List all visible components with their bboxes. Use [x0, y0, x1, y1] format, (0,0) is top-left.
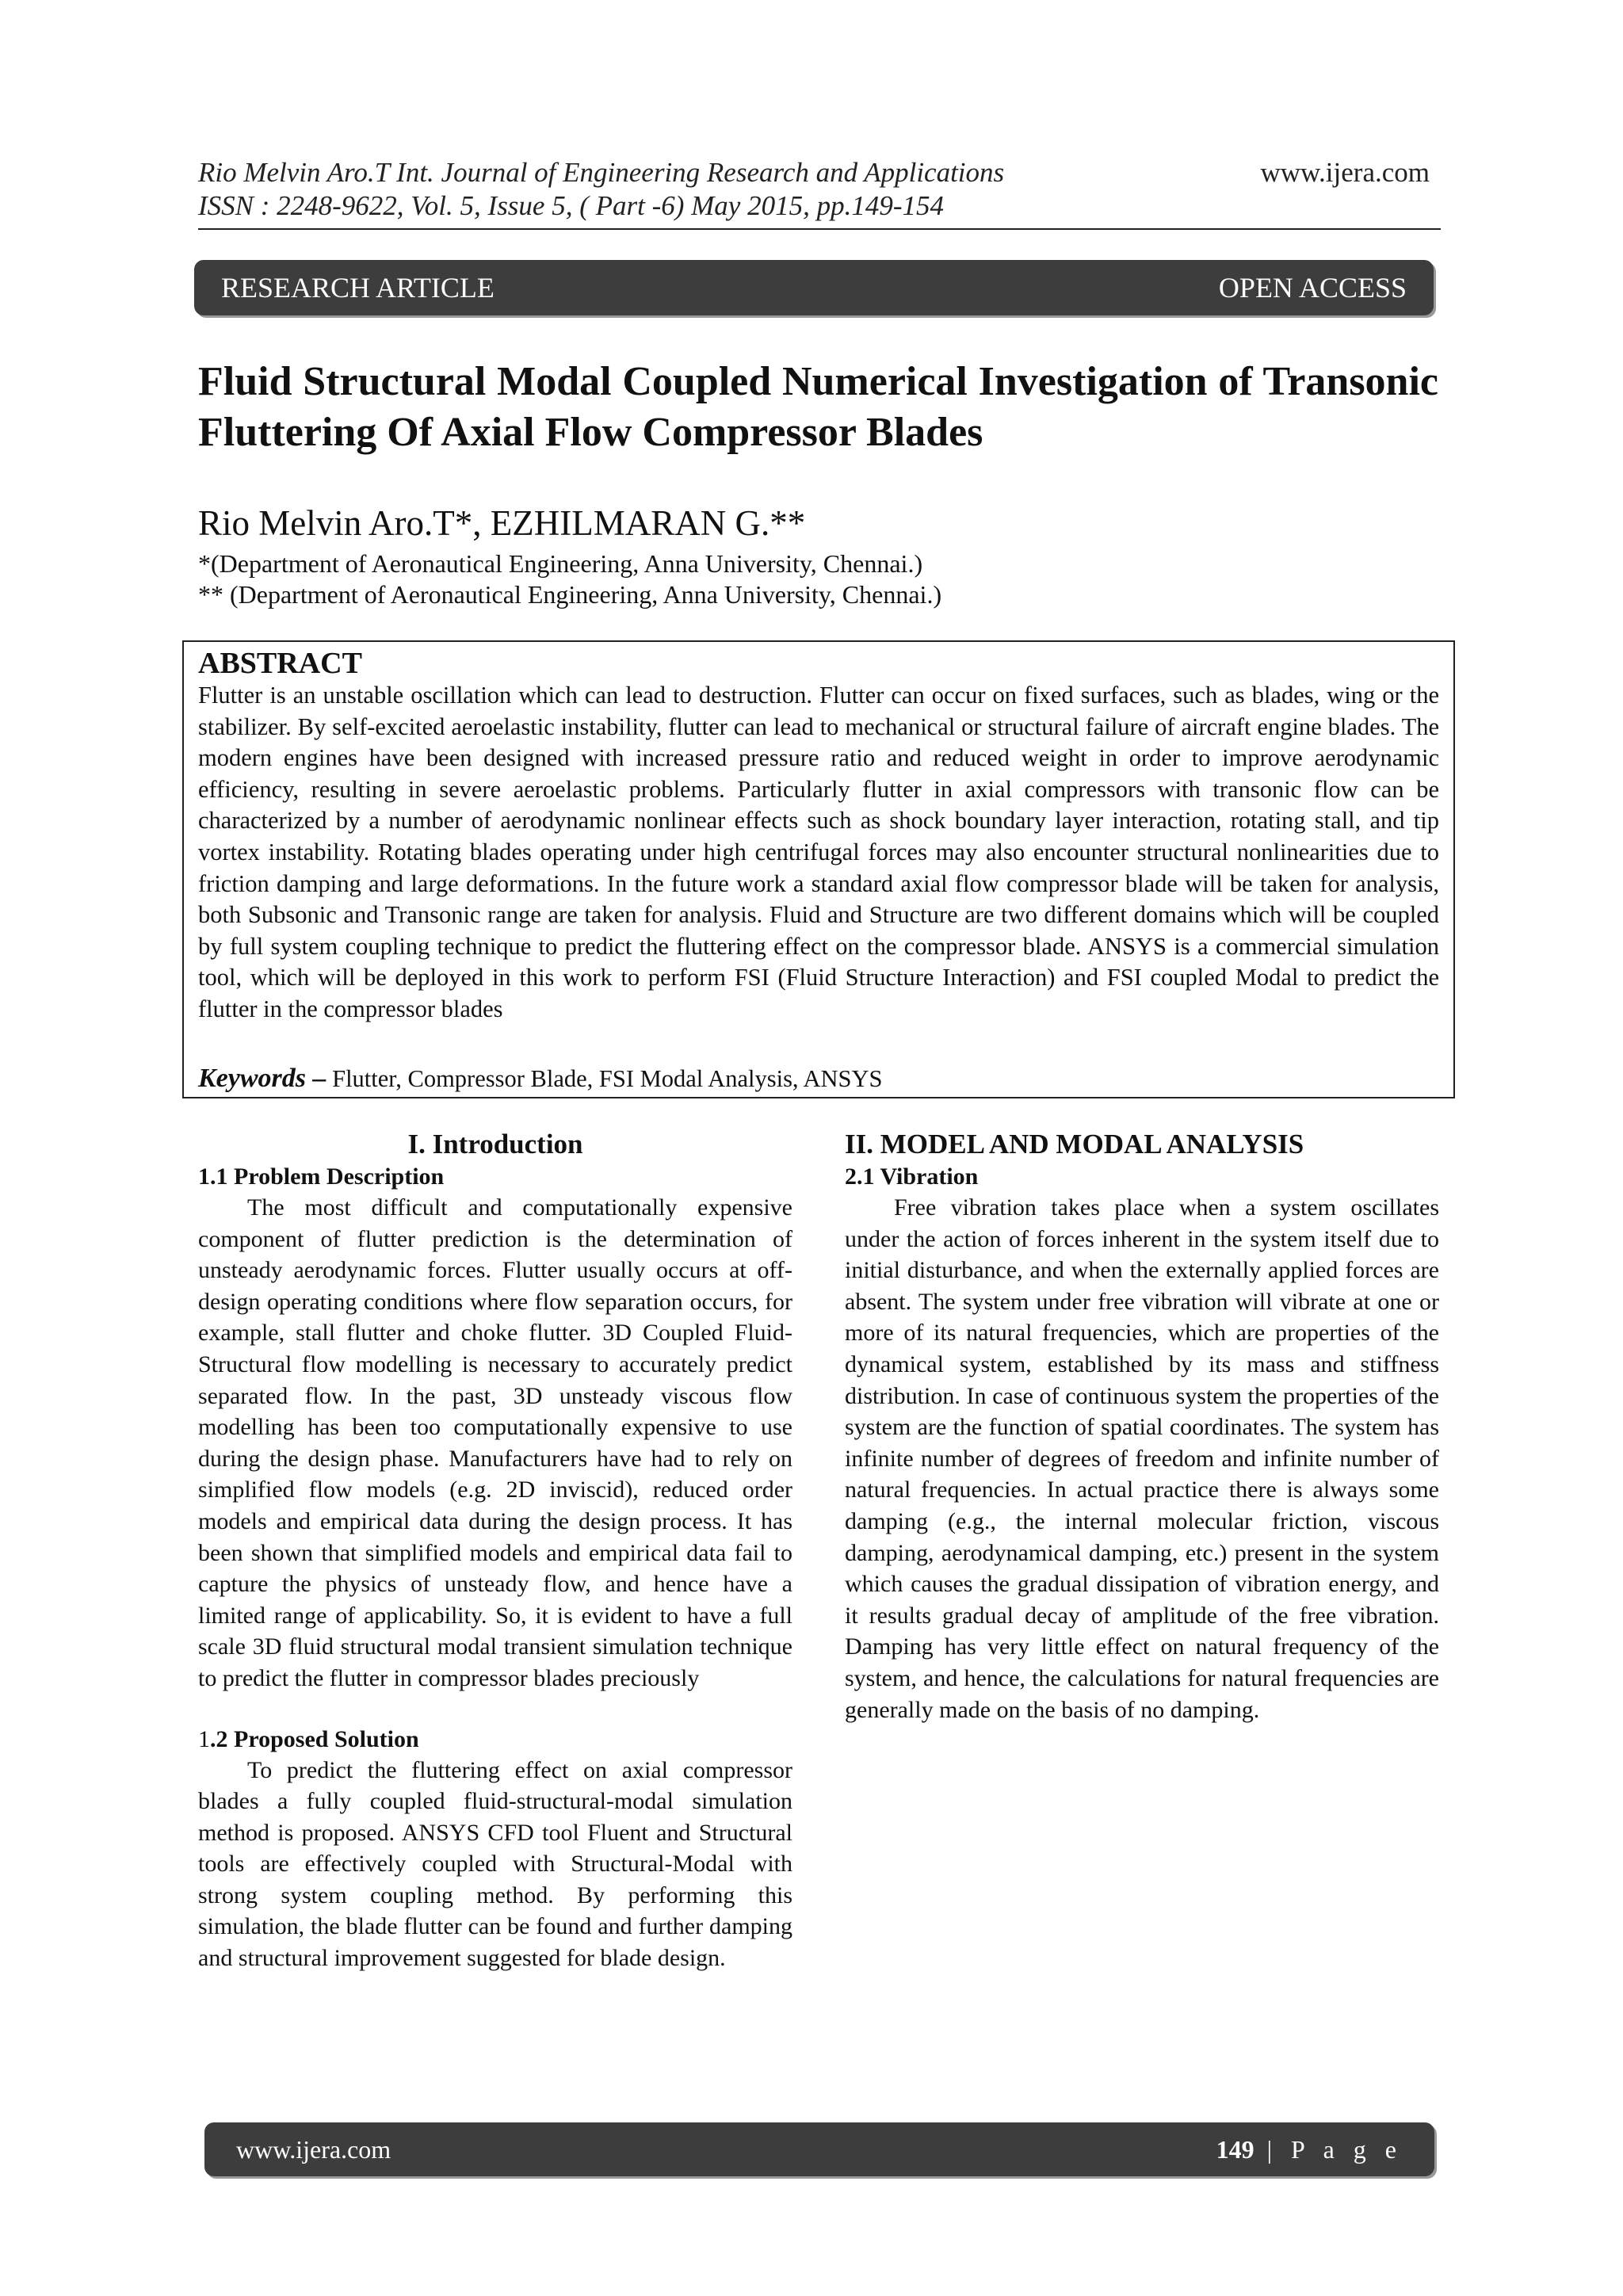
open-access-label: OPEN ACCESS: [1218, 272, 1407, 304]
abstract-heading: ABSTRACT: [198, 647, 362, 680]
research-article-label: RESEARCH ARTICLE: [221, 272, 495, 304]
subsection-heading-proposed-solution: [198, 1725, 792, 1755]
section-heading-introduction: I. Introduction: [407, 1129, 583, 1159]
subsection-heading-problem-description: 1.1 Problem Description: [198, 1163, 445, 1190]
paper-title: Fluid Structural Modal Coupled Numerical Investigation of Transonic Fluttering Of Axial Flow Compressor Blades: [198, 359, 1438, 455]
subsection-number-prefix: 1: [198, 1725, 210, 1752]
paragraph-vibration: Free vibration takes place when a system oscillates under the action of forces inherent in the system itself due to initial disturbance, and when the externally applied forces are absent. The system under free vibration will vibrate at one or more of its natural frequencies, which are properties of the dynamical system, established by its mass and stiffness distribution. In case of continuous system the properties of the system are the function of spatial coordinates. The system has infinite number of degrees of freedom and infinite number of natural frequencies. In actual practice there is always some damping (e.g., the internal molecular friction, viscous damping, aerodynamical damping, etc.) present in the system which causes the gradual dissipation of vibration energy, and it results gradual decay of amplitude of the free vibration. Damping has very little effect on natural frequency of the system, and hence, the calculations for natural frequencies are generally made on the basis of no damping.: [845, 1194, 1439, 1723]
keywords-label: Keywords –: [198, 1064, 327, 1093]
paragraph-problem-description: The most difficult and computationally expensive component of flutter prediction is the determination of unsteady aerodynamic forces. Flutter usually occurs at off-design operating conditions where flow separation occurs, for example, stall flutter and choke flutter. 3D Coupled Fluid-Structural flow modelling is necessary to accurately predict separated flow. In the past, 3D unsteady viscous flow modelling has been too computationally expensive to use during the design phase. Manufacturers have had to rely on simplified flow models (e.g. 2D inviscid), reduced order models and empirical data during the design process. It has been shown that simplified models and empirical data fail to capture the physics of unsteady flow, and hence have a limited range of applicability. So, it is evident to have a full scale 3D fluid structural modal transient simulation technique to predict the flutter in compressor blades preciously: [198, 1194, 792, 1691]
abstract-text: Flutter is an unstable oscillation which can lead to destruction. Flutter can occur on fixed surfaces, such as blades, wing or the stabilizer. By self-excited aeroelastic instability, flutter can lead to mechanical or structural failure of aircraft engine blades. The modern engines have been designed with increased pressure ratio and reduced weight in order to improve aerodynamic efficiency, resulting in severe aeroelastic problems. Particularly flutter in axial compressors with transonic flow can be characterized by a number of aerodynamic nonlinear effects such as shock boundary layer interaction, rotating stall, and tip vortex instability. Rotating blades operating under high centrifugal forces may also encounter structural nonlinearities due to friction damping and large deformations. In the future work a standard axial flow compressor blade will be taken for analysis, both Subsonic and Transonic range are taken for analysis. Fluid and Structure are two different domains which will be coupled by full system coupling technique to predict the fluttering effect on the compressor blade. ANSYS is a commercial simulation tool, which will be deployed in this work to perform FSI (Fluid Structure Interaction) and FSI coupled Modal to predict the flutter in the compressor blades: [198, 682, 1439, 1022]
header-divider: [198, 228, 1441, 230]
subsection-heading-vibration: 2.1 Vibration: [845, 1163, 979, 1190]
article-type-banner: [194, 260, 1434, 315]
affiliation-1: *(Department of Aeronautical Engineering, Anna University, Chennai.): [198, 549, 923, 578]
affiliation-2: ** (Department of Aeronautical Engineering, Anna University, Chennai.): [198, 580, 942, 609]
paragraph-proposed-solution: To predict the fluttering effect on axial compressor blades a fully coupled fluid-structural-modal simulation method is proposed. ANSYS CFD tool Fluent and Structural tools are effectively coupled with Structural-Modal with strong system coupling method. By performing this simulation, the blade flutter can be found and further damping and structural improvement suggested for blade design.: [198, 1756, 792, 1972]
right-column: [845, 1127, 1439, 1725]
subsection-heading-text: .2 Proposed Solution: [210, 1725, 419, 1752]
author-list: Rio Melvin Aro.T*, EZHILMARAN G.**: [198, 503, 806, 543]
page-word: | P a g e: [1254, 2134, 1403, 2164]
page-number: 149: [1216, 2134, 1254, 2164]
page-footer-banner: [204, 2122, 1434, 2176]
running-header-website: www.ijera.com: [1260, 157, 1430, 188]
footer-page-info: [1216, 2135, 1403, 2164]
keywords-list: Flutter, Compressor Blade, FSI Modal Analysis, ANSYS: [326, 1065, 883, 1092]
keywords-line: [198, 1064, 883, 1094]
section-heading-model-modal-analysis: II. MODEL AND MODAL ANALYSIS: [845, 1129, 1304, 1159]
running-header-journal: Rio Melvin Aro.T Int. Journal of Engineering Research and Applications: [198, 157, 1005, 188]
footer-website: www.ijera.com: [236, 2134, 391, 2164]
running-header-issn: ISSN : 2248-9622, Vol. 5, Issue 5, ( Part -6) May 2015, pp.149-154: [198, 190, 945, 221]
left-column: [198, 1127, 792, 1974]
